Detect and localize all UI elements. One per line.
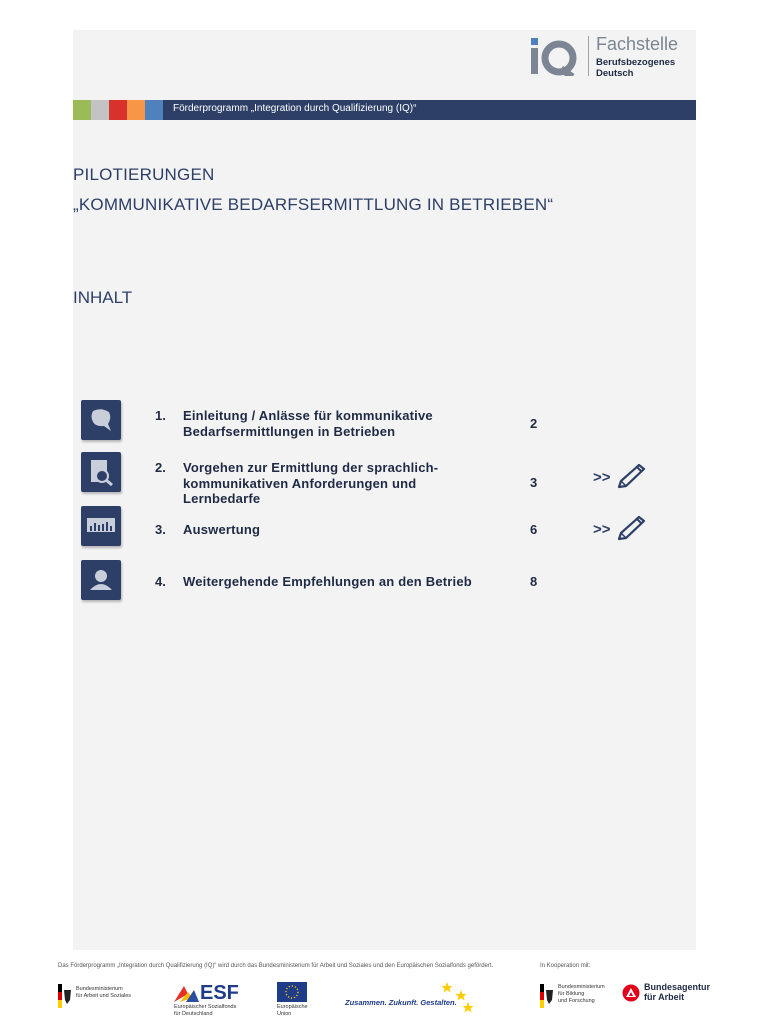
brand-subtitle-line-2: Deutsch (596, 68, 634, 79)
toc-text (183, 574, 523, 590)
federal-eagle-icon (58, 984, 72, 1008)
iq-logo-icon (530, 36, 580, 76)
toc-text-line: Lernbedarfe (183, 491, 261, 506)
bmbf-logo (540, 980, 620, 1016)
color-segment (109, 100, 127, 120)
magnifier-icon (81, 452, 121, 492)
eu-flag-icon (277, 982, 307, 1002)
cooperation-note: In Kooperation mit: (540, 963, 591, 969)
motto-logo (345, 980, 480, 1016)
eu-logo (277, 980, 327, 1016)
ba-logo (622, 980, 712, 1016)
toc-text (183, 408, 483, 439)
bmbf-label (558, 984, 605, 1005)
toc-page-number: 6 (530, 522, 538, 537)
eu-line-2: Union (277, 1011, 292, 1017)
toc-number: 4. (155, 574, 166, 589)
speech-bubble-icon (81, 400, 121, 440)
esf-sub-line-2: für Deutschland (174, 1011, 213, 1017)
toc-number: 1. (155, 408, 166, 423)
ba-line-2: für Arbeit (644, 992, 685, 1002)
document-title (73, 160, 693, 220)
program-text: Förderprogramm „Integration durch Qualifizierung (IQ)“ (173, 103, 417, 114)
title-line-1: PILOTIERUNGEN (73, 165, 215, 184)
toc-page-number: 2 (530, 416, 538, 431)
color-segment (127, 100, 145, 120)
esf-logo (172, 980, 252, 1016)
toc-text-line: Vorgehen zur Ermittlung der sprachlich- (183, 460, 439, 475)
ba-line-1: Bundesagentur (644, 982, 711, 992)
brand-title: Fachstelle (596, 34, 679, 54)
toc-text-line: Weitergehende Empfehlungen an den Betrieb (183, 574, 472, 589)
motto-text: Zusammen. Zukunft. Gestalten. (345, 998, 457, 1007)
ba-label (644, 982, 710, 1002)
toc-link[interactable] (593, 462, 657, 492)
toc-link[interactable] (593, 514, 657, 544)
iq-fachstelle-logo (516, 30, 696, 90)
toc-text-line: Auswertung (183, 522, 261, 537)
document-page (73, 30, 696, 950)
pencil-icon (613, 462, 649, 492)
toc-page-number: 8 (530, 574, 538, 589)
eu-label (277, 1004, 308, 1018)
esf-sub-line-1: Europäischer Sozialfonds (174, 1004, 237, 1010)
toc-text-line: Einleitung / Anlässe für kommunikative (183, 408, 433, 423)
bmbf-line-2: für Bildung (558, 991, 585, 997)
funding-note: Das Förderprogramm „Integration durch Qualifizierung (IQ)“ wird durch das Bundesministerium für Arbeit und Soziales und den Europäischen Sozialfonds gefördert. (58, 963, 494, 969)
color-segment (145, 100, 163, 120)
bar-chart-icon (81, 506, 121, 546)
toc-link-label: >> (593, 520, 611, 538)
color-segment (73, 100, 91, 120)
toc-text (183, 460, 483, 507)
esf-text: ESF (200, 982, 239, 1004)
color-segment (91, 100, 109, 120)
bmas-line-1: Bundesministerium (76, 986, 123, 992)
logo-divider (588, 36, 589, 76)
toc-text (183, 522, 483, 538)
bmas-line-2: für Arbeit und Soziales (76, 993, 132, 999)
toc-page-number: 3 (530, 475, 538, 490)
bmas-logo (58, 980, 158, 1016)
stars-icon (441, 980, 475, 1016)
brand-subtitle (596, 57, 675, 79)
esf-flag-icon (172, 982, 200, 1004)
toc-number: 2. (155, 460, 166, 475)
person-icon (81, 560, 121, 600)
bmbf-line-3: und Forschung (558, 998, 595, 1004)
bmas-label (76, 986, 131, 1000)
eu-line-1: Europäische (277, 1004, 308, 1010)
title-line-2: „KOMMUNIKATIVE BEDARFSERMITTLUNG IN BETRIEBEN“ (73, 195, 554, 214)
section-heading: INHALT (73, 288, 133, 307)
federal-eagle-icon (540, 984, 554, 1008)
bmbf-line-1: Bundesministerium (558, 984, 605, 990)
toc-number: 3. (155, 522, 166, 537)
toc-text-line: kommunikativen Anforderungen und (183, 475, 417, 491)
pencil-icon (613, 514, 649, 544)
ba-emblem-icon (622, 984, 640, 1002)
esf-subtitle (174, 1004, 264, 1018)
program-bar (73, 100, 696, 120)
brand-subtitle-line-1: Berufsbezogenes (596, 57, 676, 68)
toc-text-line: Bedarfsermittlungen in Betrieben (183, 423, 396, 439)
toc-link-label: >> (593, 468, 611, 486)
